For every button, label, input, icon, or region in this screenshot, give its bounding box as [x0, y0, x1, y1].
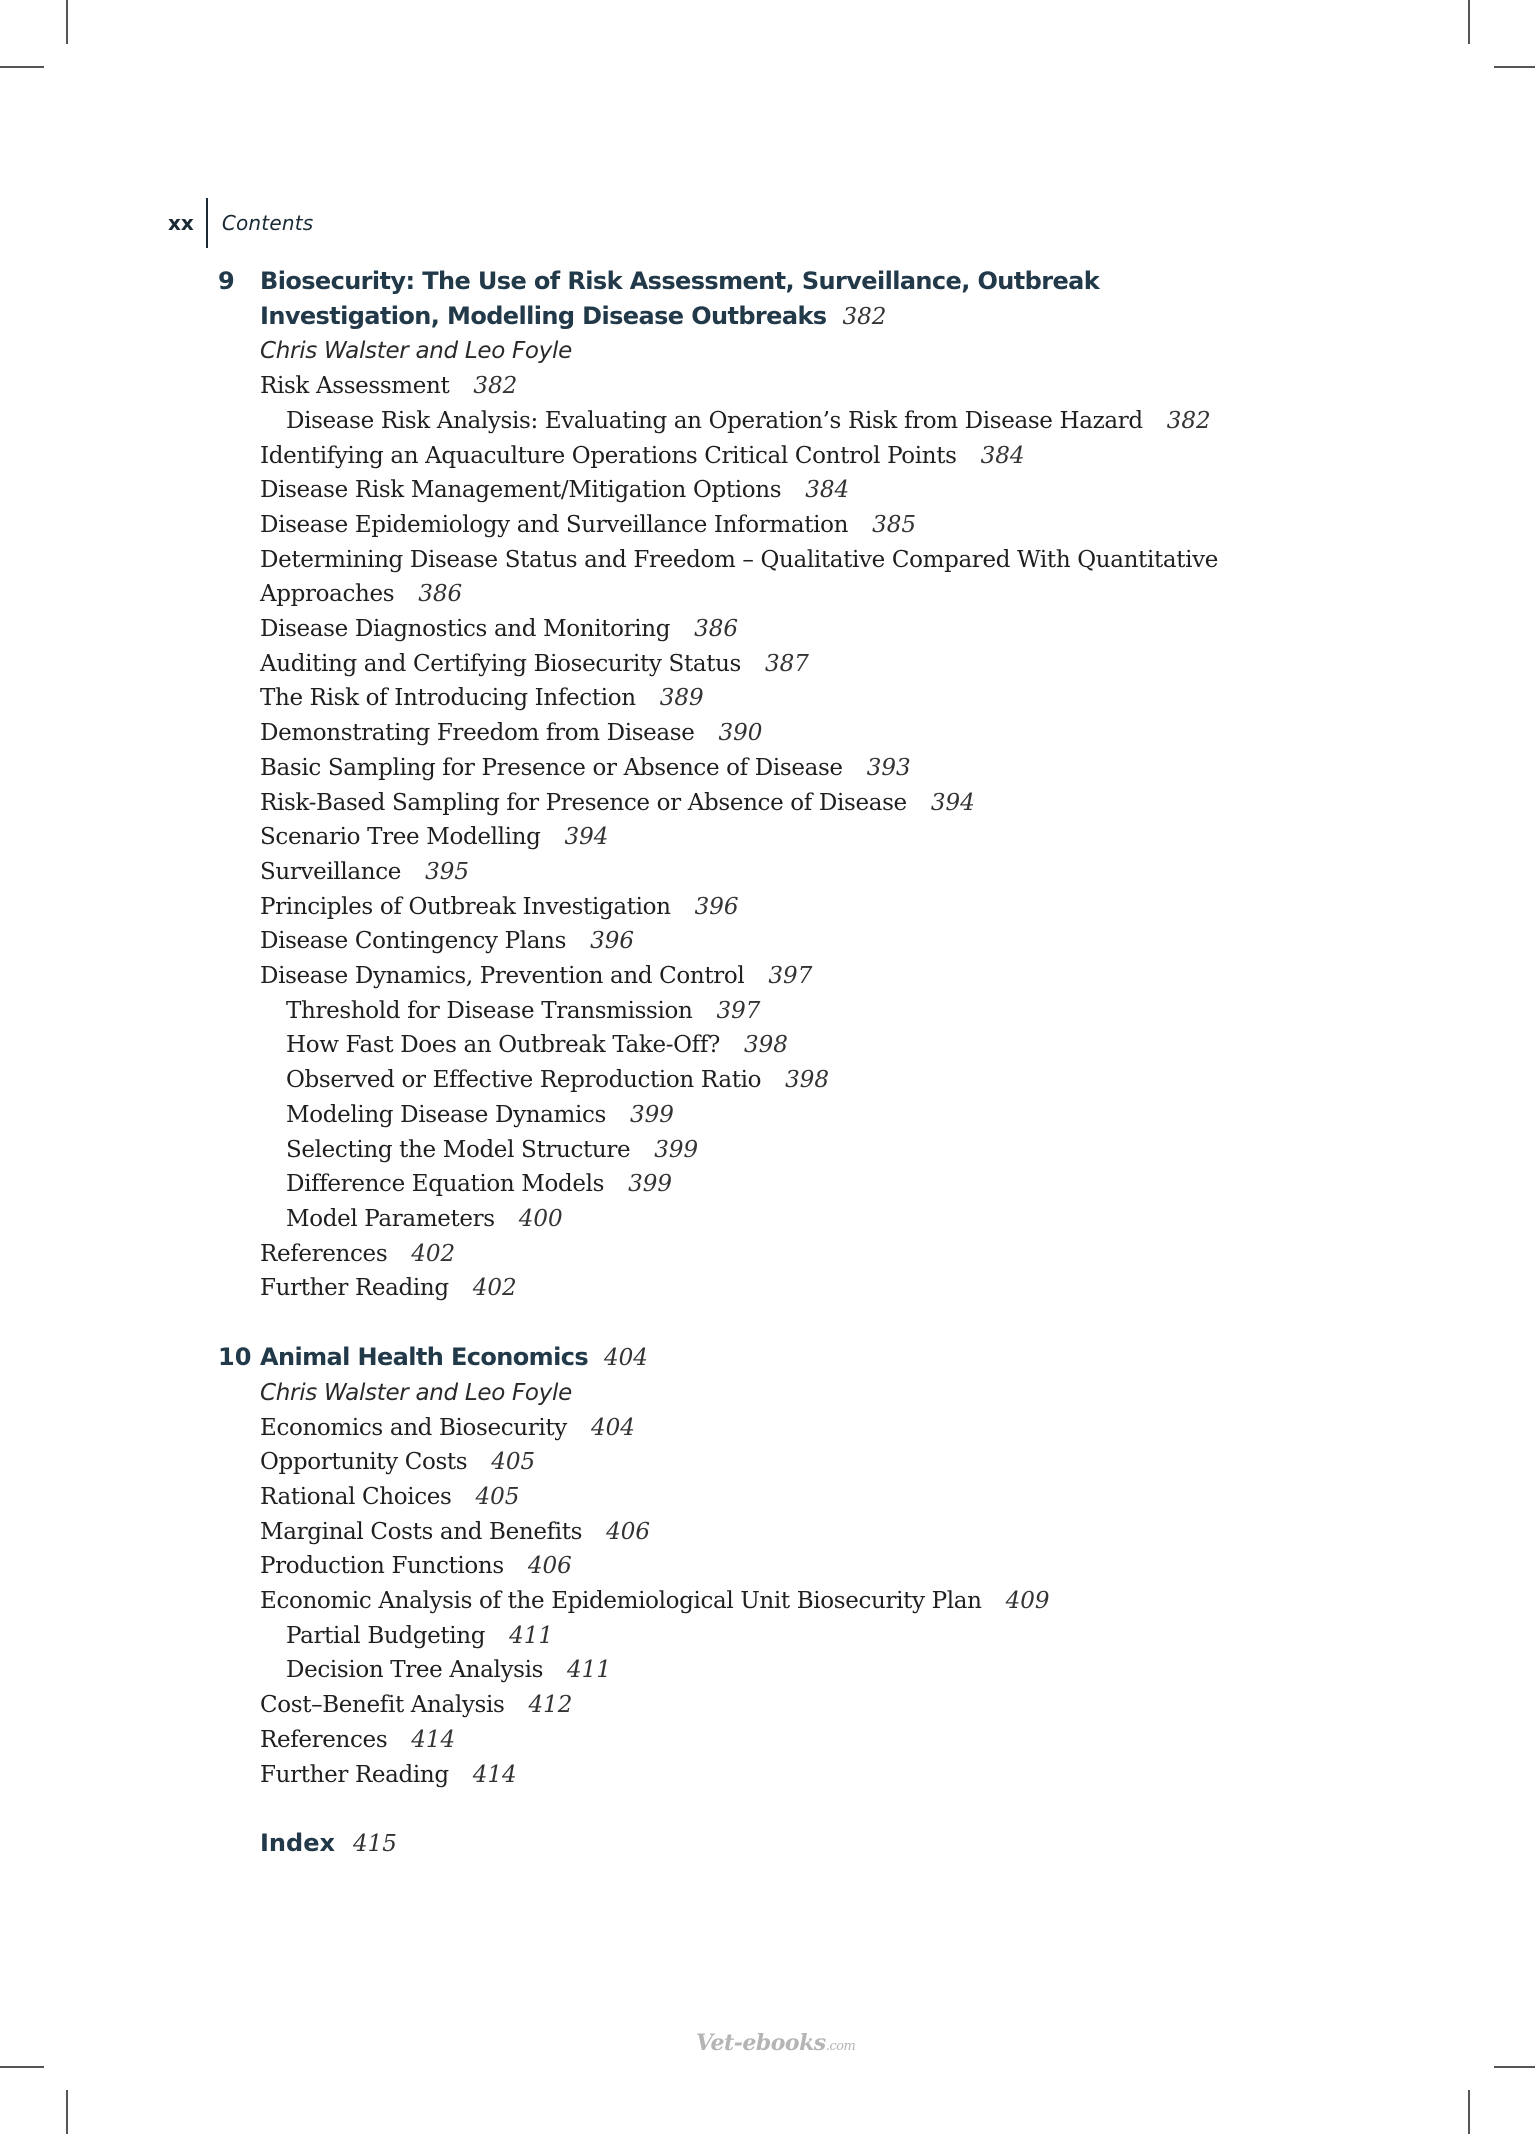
- entry-title: References: [260, 1726, 388, 1753]
- entry-title: Auditing and Certifying Biosecurity Status: [260, 650, 742, 677]
- running-head: [168, 198, 313, 248]
- toc-section-entry[interactable]: [218, 890, 1260, 925]
- chapter-title-text: Animal Health Economics: [260, 1343, 589, 1372]
- page-folio: xx: [168, 211, 194, 235]
- chapter-number: 9: [218, 267, 235, 295]
- toc-section-entry[interactable]: [218, 1758, 1260, 1793]
- entry-page-number: 412: [528, 1692, 573, 1719]
- entry-title: Modeling Disease Dynamics: [286, 1101, 606, 1128]
- toc-chapter: [218, 1340, 1338, 1792]
- table-of-contents: [218, 264, 1338, 1862]
- entry-page-number: 399: [654, 1136, 699, 1163]
- toc-section-entry[interactable]: [218, 924, 1260, 959]
- entry-title: Partial Budgeting: [286, 1622, 486, 1649]
- crop-mark: [1494, 66, 1535, 68]
- entry-title: The Risk of Introducing Infection: [260, 685, 636, 712]
- chapter-title-text: Biosecurity: The Use of Risk Assessment, Surveillance, Outbreak Investigation, Modelling Disease Outbreaks: [260, 267, 1100, 330]
- entry-title: Identifying an Aquaculture Operations Critical Control Points: [260, 442, 957, 469]
- entry-page-number: 397: [716, 997, 761, 1024]
- entry-title: Marginal Costs and Benefits: [260, 1518, 583, 1545]
- crop-mark: [1468, 2090, 1470, 2134]
- entry-page-number: 399: [630, 1101, 674, 1128]
- entry-page-number: 409: [1005, 1588, 1050, 1615]
- entry-title: Production Functions: [260, 1553, 504, 1580]
- entry-page-number: 384: [980, 442, 1025, 469]
- crop-mark: [1494, 2066, 1535, 2068]
- entry-page-number: 396: [694, 893, 739, 920]
- toc-subsection-entry[interactable]: [218, 1063, 1286, 1098]
- entry-title: How Fast Does an Outbreak Take-Off?: [286, 1032, 720, 1059]
- toc-section-entry[interactable]: [218, 473, 1260, 508]
- entry-title: Surveillance: [260, 858, 402, 885]
- entry-page-number: 387: [765, 650, 809, 677]
- entry-title: Decision Tree Analysis: [286, 1657, 544, 1684]
- toc-section-entry[interactable]: [218, 751, 1260, 786]
- entry-page-number: 404: [590, 1414, 635, 1441]
- toc-subsection-entry[interactable]: [218, 1202, 1286, 1237]
- entry-title: Disease Epidemiology and Surveillance Information: [260, 511, 849, 538]
- entry-title: Disease Contingency Plans: [260, 928, 567, 955]
- entry-page-number: 411: [509, 1622, 553, 1649]
- toc-section-entry[interactable]: [218, 855, 1260, 890]
- chapter-number: 10: [218, 1343, 252, 1372]
- entry-title: Demonstrating Freedom from Disease: [260, 720, 695, 747]
- chapter-authors: Chris Walster and Leo Foyle: [260, 1379, 572, 1406]
- entry-page-number: 398: [743, 1032, 788, 1059]
- entry-title: Further Reading: [260, 1761, 449, 1788]
- toc-section-entry[interactable]: [218, 1584, 1260, 1619]
- index-label: Index: [260, 1829, 335, 1858]
- chapter-page-number: 382: [842, 303, 887, 330]
- entry-title: Determining Disease Status and Freedom – Qualitative Compared With Quantitative Approaches: [260, 546, 1219, 608]
- toc-section-entry[interactable]: [218, 508, 1260, 543]
- entry-title: Further Reading: [260, 1275, 449, 1302]
- entry-title: Disease Risk Management/Mitigation Options: [260, 477, 782, 504]
- entry-title: Scenario Tree Modelling: [260, 824, 541, 851]
- entry-title: References: [260, 1240, 388, 1267]
- toc-section-entry[interactable]: [218, 716, 1260, 751]
- chapter-title: [260, 264, 1180, 334]
- entry-page-number: 406: [527, 1553, 572, 1580]
- toc-subsection-entry[interactable]: [218, 994, 1286, 1029]
- entry-page-number: 393: [866, 754, 911, 781]
- entry-title: Economics and Biosecurity: [260, 1414, 567, 1441]
- index-page-number: 415: [352, 1831, 397, 1858]
- toc-index-entry[interactable]: [218, 1826, 1338, 1862]
- entry-page-number: 382: [1166, 407, 1211, 434]
- entry-title: Difference Equation Models: [286, 1171, 605, 1198]
- toc-section-entry[interactable]: [218, 1723, 1260, 1758]
- toc-section-entry[interactable]: [218, 1445, 1260, 1480]
- toc-subsection-entry[interactable]: [218, 1098, 1286, 1133]
- entry-page-number: 385: [872, 511, 917, 538]
- entry-page-number: 384: [805, 477, 850, 504]
- toc-section-entry[interactable]: [218, 647, 1260, 682]
- crop-mark: [66, 2090, 68, 2134]
- entry-title: Disease Diagnostics and Monitoring: [260, 616, 671, 643]
- entry-title: Disease Risk Analysis: Evaluating an Operation’s Risk from Disease Hazard: [286, 407, 1143, 434]
- toc-section-entry[interactable]: [218, 1237, 1260, 1272]
- entry-title: Cost–Benefit Analysis: [260, 1692, 505, 1719]
- crop-mark: [0, 66, 44, 68]
- entry-page-number: 414: [411, 1726, 456, 1753]
- entry-title: Observed or Effective Reproduction Ratio: [286, 1067, 762, 1094]
- crop-mark: [66, 0, 68, 44]
- toc-subsection-entry[interactable]: [218, 1133, 1286, 1168]
- toc-section-entry[interactable]: [218, 820, 1260, 855]
- entry-title: Principles of Outbreak Investigation: [260, 893, 671, 920]
- toc-section-entry[interactable]: [218, 543, 1260, 612]
- entry-page-number: 405: [475, 1483, 520, 1510]
- toc-subsection-entry[interactable]: [218, 1167, 1286, 1202]
- entry-page-number: 402: [472, 1275, 517, 1302]
- toc-section-entry[interactable]: [218, 959, 1260, 994]
- entry-page-number: 386: [694, 616, 739, 643]
- entry-title: Selecting the Model Structure: [286, 1136, 631, 1163]
- watermark-suffix: .com: [825, 2039, 856, 2054]
- chapter-authors: Chris Walster and Leo Foyle: [260, 338, 572, 365]
- entry-page-number: 389: [659, 685, 704, 712]
- entry-page-number: 386: [418, 581, 463, 608]
- chapter-heading[interactable]: [218, 1340, 1338, 1376]
- entry-title: Risk Assessment: [260, 373, 450, 400]
- toc-chapter: [218, 264, 1338, 1306]
- toc-section-entry[interactable]: [218, 1271, 1260, 1306]
- running-head-title: Contents: [221, 211, 314, 235]
- toc-subsection-entry[interactable]: [218, 1619, 1286, 1654]
- entry-title: Rational Choices: [260, 1483, 452, 1510]
- entry-page-number: 405: [491, 1449, 536, 1476]
- entry-page-number: 414: [472, 1761, 517, 1788]
- entry-title: Disease Dynamics, Prevention and Control: [260, 963, 745, 990]
- toc-section-entry[interactable]: [218, 1411, 1260, 1446]
- toc-section-entry[interactable]: [218, 1515, 1260, 1550]
- entry-page-number: 390: [718, 720, 763, 747]
- toc-section-entry[interactable]: [218, 1688, 1260, 1723]
- entry-page-number: 398: [785, 1067, 829, 1094]
- chapter-page-number: 404: [604, 1345, 648, 1372]
- watermark-brand: Vet-ebooks: [696, 2030, 826, 2056]
- toc-section-entry[interactable]: [218, 681, 1260, 716]
- entry-title: Opportunity Costs: [260, 1449, 468, 1476]
- entry-title: Risk-Based Sampling for Presence or Absence of Disease: [260, 789, 907, 816]
- entry-page-number: 402: [411, 1240, 456, 1267]
- entry-page-number: 397: [768, 963, 813, 990]
- toc-subsection-entry[interactable]: [218, 1653, 1286, 1688]
- toc-section-entry[interactable]: [218, 369, 1260, 404]
- entry-page-number: 382: [473, 373, 518, 400]
- toc-section-entry[interactable]: [218, 1480, 1260, 1515]
- toc-subsection-entry[interactable]: [218, 404, 1286, 439]
- entry-page-number: 394: [930, 789, 975, 816]
- toc-section-entry[interactable]: [218, 786, 1260, 821]
- entry-page-number: 399: [628, 1171, 672, 1198]
- entry-page-number: 395: [425, 858, 469, 885]
- chapter-heading[interactable]: [218, 264, 1338, 334]
- entry-title: Basic Sampling for Presence or Absence of Disease: [260, 754, 843, 781]
- entry-page-number: 394: [564, 824, 609, 851]
- entry-title: Economic Analysis of the Epidemiological Unit Biosecurity Plan: [260, 1588, 982, 1615]
- entry-title: Model Parameters: [286, 1205, 495, 1232]
- crop-mark: [1468, 0, 1470, 44]
- entry-page-number: 396: [590, 928, 634, 955]
- entry-page-number: 411: [567, 1657, 611, 1684]
- toc-section-entry[interactable]: [218, 439, 1260, 474]
- toc-section-entry[interactable]: [218, 1549, 1260, 1584]
- entry-title: Threshold for Disease Transmission: [286, 997, 693, 1024]
- toc-subsection-entry[interactable]: [218, 1028, 1286, 1063]
- toc-section-entry[interactable]: [218, 612, 1260, 647]
- watermark-logo: [696, 2030, 855, 2056]
- crop-mark: [0, 2066, 44, 2068]
- entry-page-number: 400: [518, 1205, 563, 1232]
- chapter-title: [260, 1340, 1180, 1376]
- entry-page-number: 406: [606, 1518, 651, 1545]
